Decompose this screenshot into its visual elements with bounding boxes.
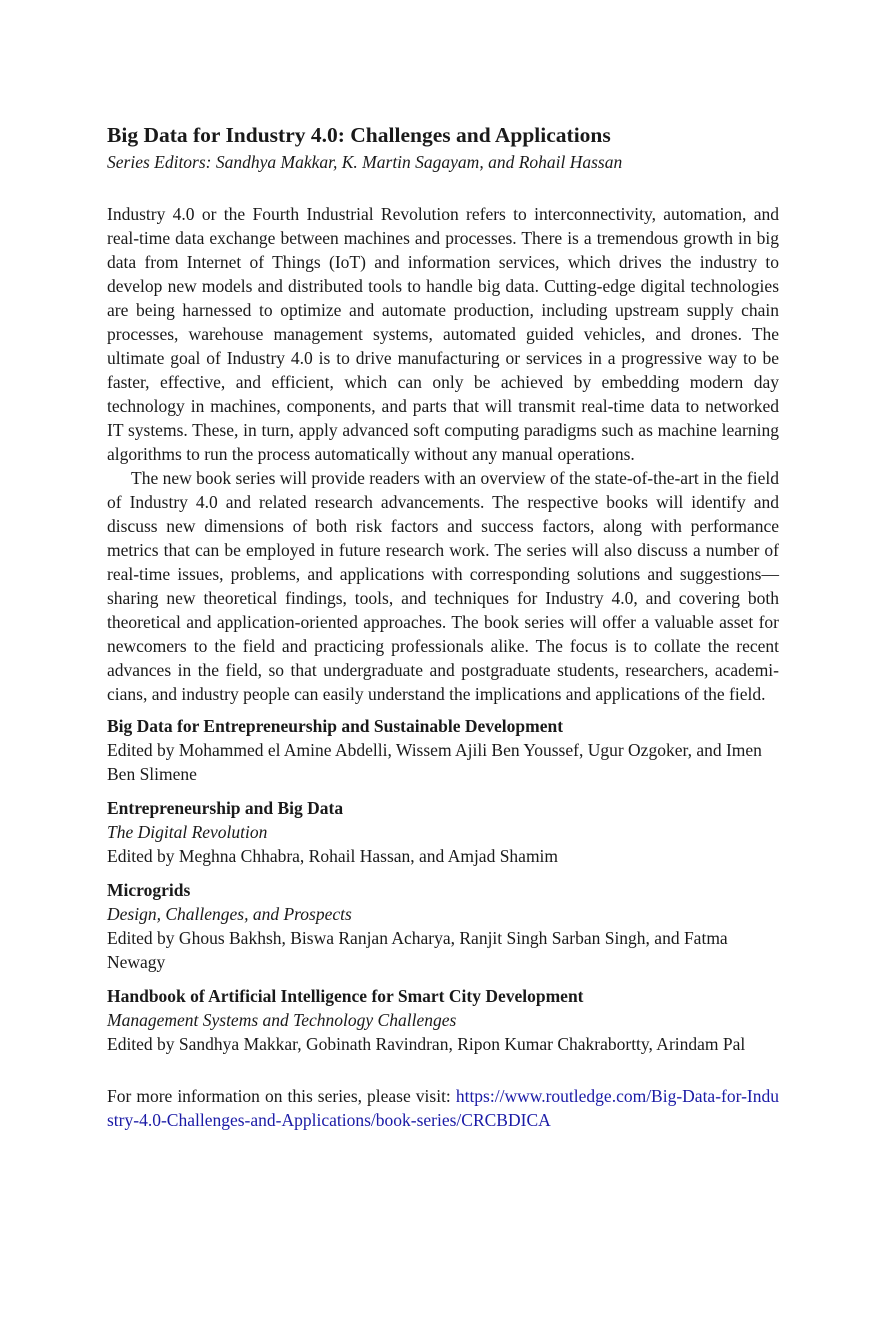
series-title: Big Data for Industry 4.0: Challenges and Applications bbox=[107, 123, 611, 147]
book-entry bbox=[107, 796, 779, 868]
book-editors: Edited by Meghna Chhabra, Rohail Hassan, and Amjad Shamim bbox=[107, 846, 559, 866]
book-title: Microgrids bbox=[107, 880, 191, 900]
book-editors: Edited by Mohammed el Amine Abdelli, Wissem Ajili Ben Youssef, Ugur Ozgoker, and Imen Ben Slimene bbox=[107, 740, 762, 784]
book-editors: Edited by Sandhya Makkar, Gobinath Ravindran, Ripon Kumar Chakrabortty, Arindam Pal bbox=[107, 1034, 746, 1054]
more-info bbox=[107, 1084, 779, 1132]
series-link[interactable]: https://www.routledge.com/Big-Data-for-Industry-4.0-Challenges-and-Applications/book-series/CRCBDICA bbox=[107, 1086, 779, 1130]
series-editors: Series Editors: Sandhya Makkar, K. Martin Sagayam, and Rohail Hassan bbox=[107, 152, 623, 172]
description-paragraph-1: Industry 4.0 or the Fourth Industrial Revolution refers to interconnectivity, automation, and real-time data exchange between machines and processes. There is a tremendous growth in big data from Internet of Things (IoT) and information services, which drives the industry to develop new models and distributed tools to handle big data. Cutting-edge digital technologies are being harnessed to optimize and automate production, including upstream supply chain processes, warehouse management systems, automated guided vehicles, and drones. The ultimate goal of Industry 4.0 is to drive manufacturing or services in a progressive way to be faster, effective, and efficient, which can only be achieved by embedding modern day technology in machines, components, and parts that will transmit real-time data to networked IT systems. These, in turn, apply advanced soft computing paradigms such as machine learning algorithms to run the process automatically without any manual operations. bbox=[107, 204, 779, 464]
book-title: Entrepreneurship and Big Data bbox=[107, 798, 344, 818]
book-entry bbox=[107, 984, 779, 1056]
book-title: Handbook of Artificial Intelligence for Smart City Development bbox=[107, 986, 584, 1006]
book-editors: Edited by Ghous Bakhsh, Biswa Ranjan Acharya, Ranjit Singh Sarban Singh, and Fatma Newagy bbox=[107, 928, 728, 972]
book-title: Big Data for Entrepreneurship and Sustainable Development bbox=[107, 716, 564, 736]
book-entry bbox=[107, 878, 779, 974]
book-entry bbox=[107, 714, 779, 786]
description-paragraph-2: The new book series will provide readers with an overview of the state-of-the-art in the field of Industry 4.0 and related research advancements. The respective books will identify and discuss new dimensions of both risk factors and success factors, along with performance metrics that can be employed in future research work. The series will also discuss a number of real-time issues, problems, and applications with corresponding solutions and suggestions—sharing new theoretical findings, tools, and techniques for Industry 4.0, and covering both theoretical and application-oriented approaches. The book series will offer a valuable asset for newcomers to the field and practicing professionals alike. The focus is to collate the recent advances in the field, so that undergraduate and postgraduate students, researchers, academicians, and industry people can easily understand the implications and applications of the field. bbox=[107, 468, 779, 704]
book-subtitle: Design, Challenges, and Prospects bbox=[107, 904, 352, 924]
document-page bbox=[107, 120, 779, 1150]
book-subtitle: The Digital Revolution bbox=[107, 822, 268, 842]
more-info-text: For more information on this series, please visit: bbox=[107, 1086, 456, 1106]
book-subtitle: Management Systems and Technology Challenges bbox=[107, 1010, 457, 1030]
